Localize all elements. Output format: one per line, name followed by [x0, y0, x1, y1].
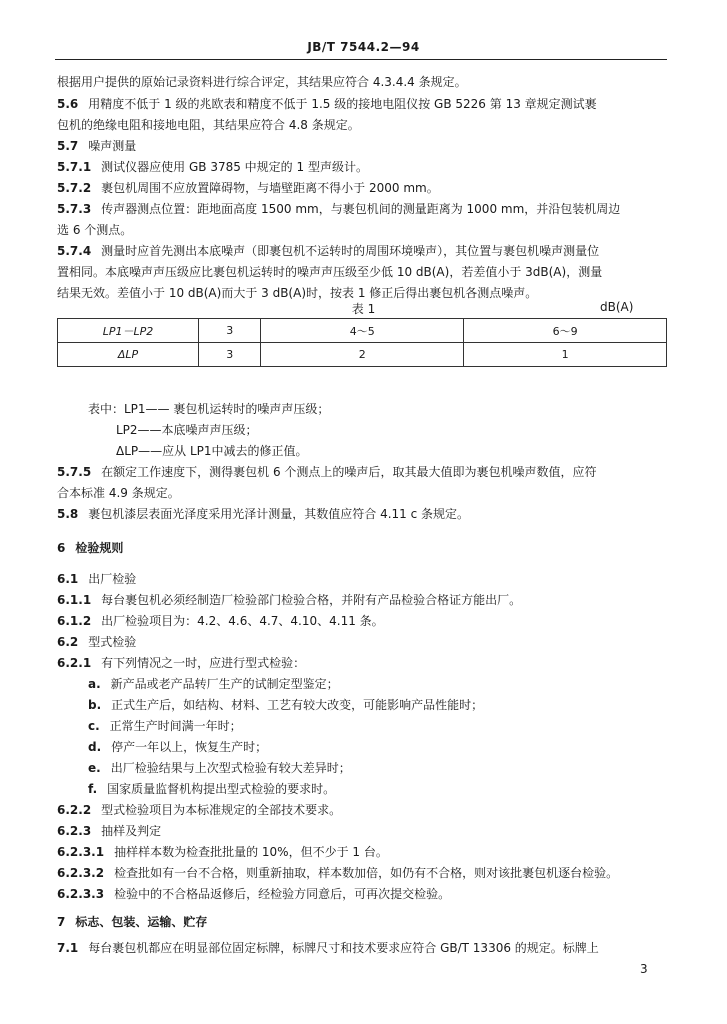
- section-number: 7: [57, 915, 66, 929]
- text: 裹包机漆层表面光泽度采用光泽计测量，其数值应符合 4.11 c 条规定。: [88, 507, 470, 521]
- clause-number: 5.7.2: [57, 181, 92, 195]
- row-header: ΔLP: [58, 343, 199, 367]
- text: 测试仪器应使用 GB 3785 中规定的 1 型声级计。: [101, 160, 368, 174]
- section-6-heading: [57, 540, 123, 556]
- clause-6-1: [57, 571, 136, 587]
- clause-5-7: [57, 138, 136, 154]
- text: 出厂检验结果与上次型式检验有较大差异时；: [110, 761, 351, 775]
- clause-5-7-5: [57, 464, 596, 480]
- text: ΔLP——应从 LP1中减去的修正值。: [116, 444, 308, 458]
- clause-5-7-3: [57, 201, 620, 217]
- clause-number: 6.2.2: [57, 803, 92, 817]
- list-marker: c.: [88, 719, 100, 733]
- clause-6-2-1: [57, 655, 305, 671]
- text: 在额定工作速度下，测得裹包机 6 个测点上的噪声后，取其最大值即为裹包机噪声数值，应符: [101, 465, 597, 479]
- text: 出厂检验项目为：4.2、4.6、4.7、4.10、4.11 条。: [101, 614, 384, 628]
- clause-6-2-3-1: [57, 844, 388, 860]
- text: 包机的绝缘电阻和接地电阻，其结果应符合 4.8 条规定。: [57, 118, 360, 132]
- clause-6-2: [57, 634, 136, 650]
- text: 检查批如有一台不合格，则重新抽取，样本数加倍，如仍有不合格，则对该批裹包机逐台检验。: [114, 866, 619, 880]
- text: 出厂检验: [88, 572, 137, 586]
- text: 每台裹包机都应在明显部位固定标牌，标牌尺寸和技术要求应符合 GB/T 13306 的规定。标牌上: [88, 941, 599, 955]
- text: 每台裹包机必须经制造厂检验部门检验合格，并附有产品检验合格证方能出厂。: [101, 593, 522, 607]
- text: 型式检验项目为本标准规定的全部技术要求。: [101, 803, 342, 817]
- clause-5-7-4: [57, 243, 599, 259]
- clause-number: 6.2.3.2: [57, 866, 105, 880]
- text: 国家质量监督机构提出型式检验的要求时。: [107, 782, 336, 796]
- para-line: [57, 222, 132, 238]
- text: 根据用户提供的原始记录资料进行综合评定，其结果应符合 4.3.4.4 条规定。: [57, 75, 467, 89]
- list-marker: e.: [88, 761, 101, 775]
- text: 抽样及判定: [101, 824, 162, 838]
- section-title: 标志、包装、运输、贮存: [75, 915, 208, 929]
- table-cell: 2: [261, 343, 464, 367]
- clause-6-2-2: [57, 802, 341, 818]
- list-item: [88, 697, 483, 713]
- clause-number: 6.1: [57, 572, 79, 586]
- clause-number: 5.7.1: [57, 160, 92, 174]
- correction-table: [57, 318, 667, 367]
- clause-6-2-3: [57, 823, 161, 839]
- list-marker: d.: [88, 740, 102, 754]
- clause-number: 5.6: [57, 97, 79, 111]
- text: 抽样样本数为检查批批量的 10%，但不少于 1 台。: [114, 845, 388, 859]
- text: 选 6 个测点。: [57, 223, 133, 237]
- clause-number: 6.2.3.1: [57, 845, 105, 859]
- text: 停产一年以上，恢复生产时；: [111, 740, 268, 754]
- text: 正常生产时间满一年时；: [109, 719, 242, 733]
- list-item: [88, 718, 242, 734]
- row-header: LP1－LP2: [58, 319, 199, 343]
- clause-number: 6.2: [57, 635, 79, 649]
- table-cell: 3: [199, 319, 261, 343]
- text: 测量时应首先测出本底噪声（即裹包机不运转时的周围环境噪声），其位置与裹包机噪声测量位: [101, 244, 600, 258]
- table-unit: dB(A): [600, 300, 634, 314]
- table-note: [116, 443, 308, 459]
- table-note: [88, 401, 329, 417]
- text: 表中：LP1—— 裹包机运转时的噪声声压级；: [88, 402, 330, 416]
- clause-5-7-2: [57, 180, 439, 196]
- table-cell: 1: [464, 343, 667, 367]
- page-number: 3: [640, 962, 648, 976]
- text: 噪声测量: [88, 139, 137, 153]
- header-rule: [55, 59, 667, 60]
- text: 检验中的不合格品返修后，经检验方同意后，可再次提交检验。: [114, 887, 451, 901]
- table-caption: 表 1: [351, 302, 376, 316]
- text: 裹包机周围不应放置障碍物，与墙壁距离不得小于 2000 mm。: [101, 181, 439, 195]
- clause-6-1-1: [57, 592, 521, 608]
- list-item: [88, 781, 335, 797]
- clause-number: 6.2.3.3: [57, 887, 105, 901]
- table-cell: 6～9: [464, 319, 667, 343]
- clause-6-2-3-3: [57, 886, 450, 902]
- para-line: [57, 74, 467, 90]
- list-marker: f.: [88, 782, 98, 796]
- section-number: 6: [57, 541, 66, 555]
- text: 正式生产后，如结构、材料、工艺有较大改变，可能影响产品性能时；: [111, 698, 484, 712]
- text: 有下列情况之一时，应进行型式检验：: [101, 656, 306, 670]
- clause-number: 5.7.4: [57, 244, 92, 258]
- text: 传声器测点位置：距地面高度 1500 mm，与裹包机间的测量距离为 1000 mm，并沿包装机周边: [101, 202, 621, 216]
- text: 结果无效。差值小于 10 dB(A)而大于 3 dB(A)时，按表 1 修正后得出裹包机各测点噪声。: [57, 286, 538, 300]
- clause-number: 7.1: [57, 941, 79, 955]
- clause-number: 6.2.1: [57, 656, 92, 670]
- clause-5-7-1: [57, 159, 368, 175]
- clause-number: 6.2.3: [57, 824, 92, 838]
- standard-header: JB/T 7544.2—94: [307, 40, 420, 54]
- para-line: [57, 264, 602, 280]
- table-row: [58, 343, 667, 367]
- list-item: [88, 676, 339, 692]
- clause-number: 5.7: [57, 139, 79, 153]
- clause-number: 5.8: [57, 507, 79, 521]
- section-7-heading: [57, 914, 207, 930]
- clause-number: 6.1.2: [57, 614, 92, 628]
- section-title: 检验规则: [75, 541, 124, 555]
- list-marker: b.: [88, 698, 102, 712]
- para-line: [57, 117, 360, 133]
- para-line: [57, 285, 537, 301]
- clause-number: 5.7.3: [57, 202, 92, 216]
- table-cell: 4～5: [261, 319, 464, 343]
- text: 型式检验: [88, 635, 137, 649]
- clause-6-1-2: [57, 613, 384, 629]
- clause-number: 6.1.1: [57, 593, 92, 607]
- text: 合本标准 4.9 条规定。: [57, 486, 180, 500]
- table-row: [58, 319, 667, 343]
- text: 新产品或老产品转厂生产的试制定型鉴定；: [110, 677, 339, 691]
- clause-7-1: [57, 940, 599, 956]
- text: 置相同。本底噪声声压级应比裹包机运转时的噪声声压级至少低 10 dB(A)，若差值小于 3dB(A)，测量: [57, 265, 603, 279]
- list-item: [88, 739, 267, 755]
- clause-6-2-3-2: [57, 865, 618, 881]
- table-note: [116, 422, 258, 438]
- clause-5-6: [57, 96, 597, 112]
- list-item: [88, 760, 351, 776]
- list-marker: a.: [88, 677, 101, 691]
- text: 用精度不低于 1 级的兆欧表和精度不低于 1.5 级的接地电阻仪按 GB 5226 第 13 章规定测试裹: [88, 97, 597, 111]
- clause-number: 5.7.5: [57, 465, 92, 479]
- para-line: [57, 485, 180, 501]
- text: LP2——本底噪声声压级；: [116, 423, 258, 437]
- clause-5-8: [57, 506, 469, 522]
- table-cell: 3: [199, 343, 261, 367]
